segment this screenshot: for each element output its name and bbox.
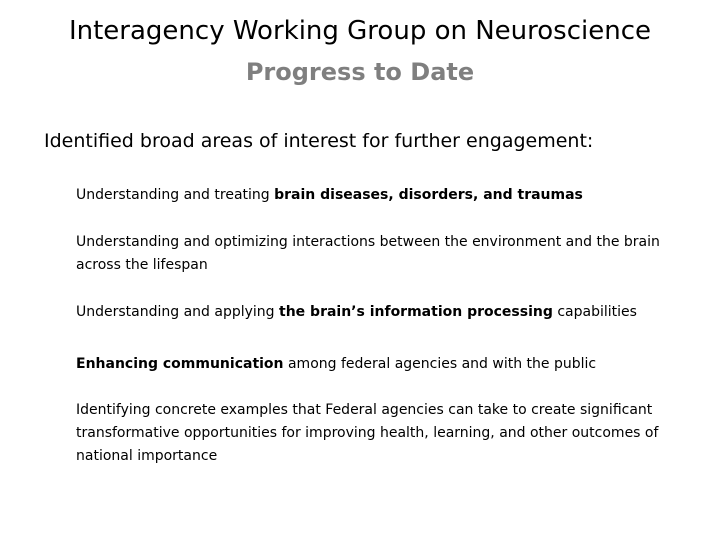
- item-text: Understanding and optimizing interactions between the environment and the brain across the lifespan: [76, 234, 660, 273]
- slide-title: Interagency Working Group on Neuroscience: [68, 16, 652, 46]
- list-item: [76, 231, 696, 277]
- slide-subtitle: Progress to Date: [245, 58, 475, 86]
- item-text: Understanding and treating: [76, 187, 275, 203]
- item-emphasis: Enhancing communication: [76, 356, 284, 372]
- item-text: Understanding and applying: [76, 304, 280, 320]
- intro-text: Identified broad areas of interest for further engagement:: [44, 130, 594, 152]
- item-text-end: capabilities: [552, 304, 637, 320]
- list-item: [76, 399, 696, 468]
- item-emphasis: brain diseases, disorders, and traumas: [274, 187, 583, 203]
- list-item: [76, 353, 696, 376]
- item-text-end: among federal agencies and with the public: [283, 356, 597, 372]
- list-item: [76, 301, 696, 324]
- item-text: Identifying concrete examples that Federal agencies can take to create significant transformative opportunities for improving health, learning, and other outcomes of national importance: [76, 402, 659, 464]
- item-emphasis: the brain’s information processing: [279, 304, 553, 320]
- list-item: [76, 184, 696, 207]
